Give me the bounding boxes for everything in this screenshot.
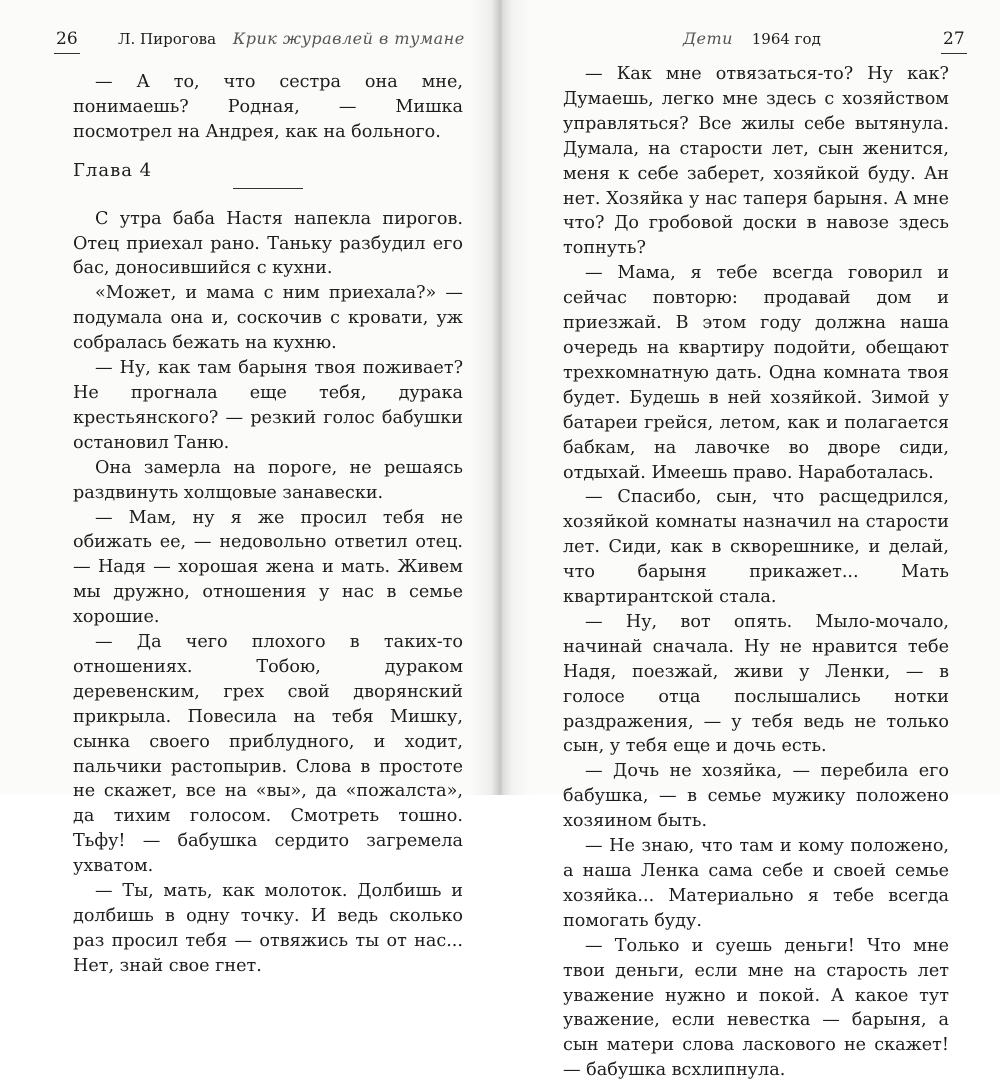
paragraph: — Да чего плохого в таких-то отношениях. Тобою, дураком деревенским, грех свой дворянский прикрыла. Повесила на тебя Мишку, сынка своего приблудного, и ходит, пальчики растопырив. Слова в простоте не скажет, все на «вы», да «пожалста», да тихим голосом. Смотреть тошно. Тьфу! — бабушка сердито загремела ухватом. [73,632,463,877]
paragraph: — Мам, ну я же просил тебя не обижать ее, — недовольно ответил отец. — Надя — хорошая жена и мать. Живем мы дружно, отношения у нас в семье хорошие. [73,507,463,628]
right-page-number: 27 [943,29,965,49]
left-page [0,0,500,976]
paragraph: — Ну, как там барыня твоя поживает? Не прогнала еще тебя, дурака крестьянского? — резкий голос бабушки остановил Таню. [73,358,463,453]
left-page-number-rule [54,53,80,54]
author-name: Л. Пирогова [118,30,217,48]
paragraph: «Может, и мама с ним приехала?» — подумала она и, соскочив с кровати, уж собралась бежать на кухню. [73,283,463,354]
paragraph: — Ты, мать, как молоток. Долбишь и долбишь в одну точку. И ведь сколько раз просил тебя — отвяжись ты от нас... Нет, знай свое гнет. [73,881,463,976]
right-page [500,0,1000,1081]
paragraph: — Дочь не хозяйка, — перебила его бабушка, — в семье мужику положено хозяином быть. [563,761,949,832]
paragraph: — Не знаю, что там и кому положено, а наша Ленка сама себе и своей семье хозяйка... Материально я тебе всегда помогать буду. [563,836,949,931]
paragraph: — Как мне отвязаться-то? Ну как? Думаешь, легко мне здесь с хозяйством управляться? Все жилы себе вытянула. Думала, на старости лет, сын женится, меня к себе заберет, хозяйкой буду. Ан нет. Хозяйка у нас таперя барыня. А мне что? До гробовой доски в навозе здесь топнуть? [563,64,949,259]
left-text-block [73,70,463,979]
year-label: 1964 год [751,30,821,48]
paragraph: — Только и суешь деньги! Что мне твои деньги, если мне на старость лет уважение нужно и покой. А какое тут уважение, если невестка — барыня, а сын матери слова ласкового не скажет! — бабушка всхлипнула. [563,935,949,1081]
right-running-head [683,26,821,52]
paragraph: — А то, что сестра она мне, понимаешь? Родная, — Мишка посмотрел на Андрея, как на больного. [73,72,463,142]
paragraph: — Спасибо, сын, что расщедрился, хозяйкой комнаты назначил на старости лет. Сиди, как в скворешнике, и делай, что барыня прикажет... Мать квартирантской стала. [563,487,949,608]
right-text-block [563,62,949,1083]
paragraph: — Ну, вот опять. Мыло-мочало, начинай сначала. Ну не нравится тебе Надя, поезжай, живи у Ленки, — в голосе отца послышались нотки раздражения, — у тебя ведь не только сын, у тебя еще и дочь есть. [563,611,949,757]
paragraph: С утра баба Настя напекла пирогов. Отец приехал рано. Таньку разбудил его бас, доносившийся с кухни. [73,208,463,279]
left-page-number: 26 [56,29,78,49]
right-page-number-rule [941,53,967,54]
paragraph: Она замерла на пороге, не решаясь раздвинуть холщовые занавески. [73,457,463,503]
left-running-head [118,26,465,52]
chapter-heading-rule [233,188,303,189]
paragraph: — Мама, я тебе всегда говорил и сейчас повторю: продавай дом и приезжай. В этом году должна наша очередь на квартиру подойти, обещают трехкомнатную дать. Одна комната твоя будет. Будешь в ней хозяйкой. Зимой у батареи грейся, летом, как и полагается бабкам, на лавочке во дворе сиди, отдыхай. Имеешь право. Наработалась. [563,263,949,483]
chapter-heading-text: Глава 4 [73,159,153,181]
book-title: Крик журавлей в тумане [232,29,465,48]
section-title: Дети [683,29,733,48]
chapter-heading [73,159,463,189]
